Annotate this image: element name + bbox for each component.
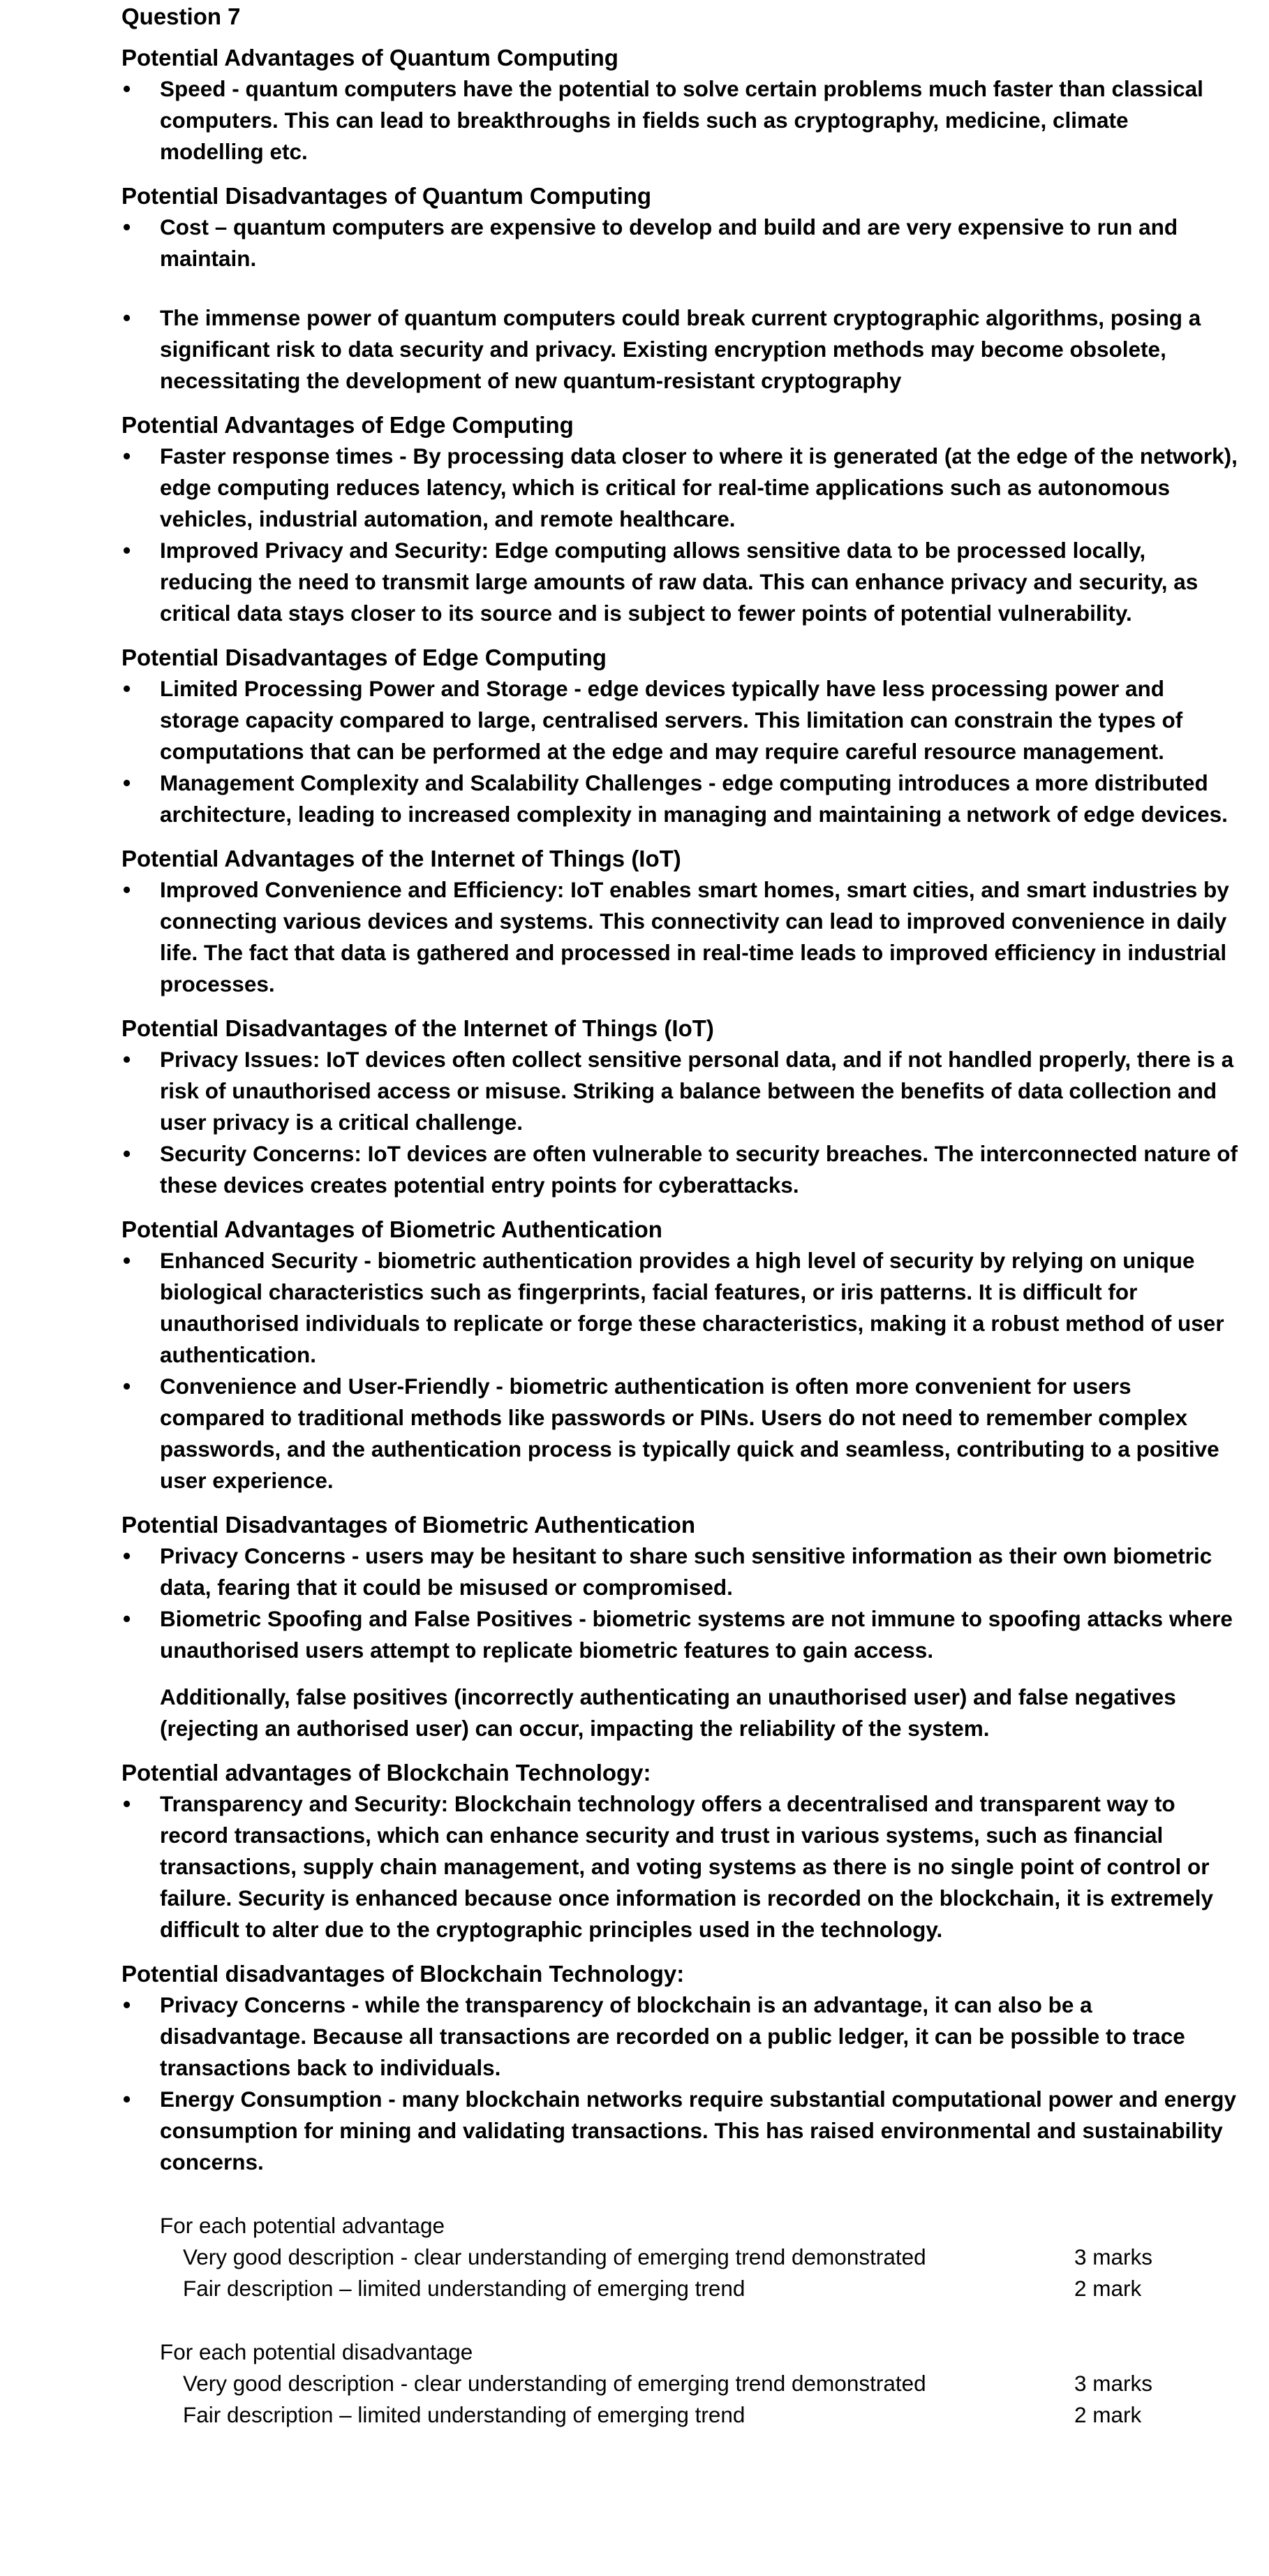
bullet-icon: • <box>123 214 131 240</box>
section-iot-disadvantages <box>121 1013 1238 1201</box>
bullet-list <box>121 1245 1238 1496</box>
section-heading: Potential Advantages of Edge Computing <box>121 412 574 438</box>
marking-group-title: For each potential advantage <box>160 2213 445 2238</box>
marking-value: 3 marks <box>1074 2371 1153 2396</box>
marking-value: 2 mark <box>1074 2402 1142 2427</box>
section-quantum-disadvantages <box>121 180 1238 397</box>
section-blockchain-disadvantages <box>121 1958 1238 2178</box>
bullet-icon: • <box>123 1047 131 1072</box>
section-biometric-advantages <box>121 1214 1238 1496</box>
bullet-text: Privacy Concerns - users may be hesitant to share such sensitive information as their own biometric data, fearing that it could be misused or compromised. <box>160 1543 1212 1600</box>
bullet-text: Security Concerns: IoT devices are often vulnerable to security breaches. The interconnected nature of these devices creates potential entry points for cyberattacks. <box>160 1141 1238 1198</box>
marking-group-title: For each potential disadvantage <box>160 2339 473 2364</box>
bullet-icon: • <box>123 676 131 701</box>
bullet-text: Speed - quantum computers have the potential to solve certain problems much faster than classical computers. This can lead to breakthroughs in fields such as cryptography, medicine, climate modelling etc. <box>160 76 1203 164</box>
bullet-item <box>121 73 1238 168</box>
marking-row <box>160 2368 1238 2399</box>
bullet-item <box>121 1603 1238 1666</box>
bullet-icon: • <box>123 1141 131 1166</box>
bullet-icon: • <box>123 1606 131 1631</box>
bullet-icon: • <box>123 305 131 330</box>
bullet-text: Transparency and Security: Blockchain technology offers a decentralised and transparent way to record transactions, which can enhance security and trust in various systems, such as financial transactions, supply chain management, and voting systems as there is no single point of control or failure. Security is enhanced because once information is recorded on the blockchain, it is extremely difficult to alter due to the cryptographic principles used in the technology. <box>160 1791 1213 1942</box>
bullet-item <box>121 535 1238 629</box>
section-heading: Potential Advantages of Quantum Computing <box>121 45 618 71</box>
bullet-icon: • <box>123 1791 131 1816</box>
additional-paragraph: Additionally, false positives (incorrectly authenticating an unauthorised user) and false negatives (rejecting an authorised user) can occur, impacting the reliability of the system. <box>160 1684 1176 1741</box>
section-heading: Potential Disadvantages of the Internet of Things (IoT) <box>121 1015 714 1041</box>
bullet-item <box>121 1245 1238 1371</box>
section-blockchain-advantages <box>121 1757 1238 1945</box>
bullet-list <box>121 673 1238 830</box>
bullet-text: The immense power of quantum computers could break current cryptographic algorithms, posing a significant risk to data security and privacy. Existing encryption methods may become obsolete, necessitating the development of new quantum-resistant cryptography <box>160 305 1201 393</box>
marking-description: Very good description - clear understanding of emerging trend demonstrated <box>183 2244 926 2269</box>
bullet-list <box>121 1989 1238 2178</box>
document <box>121 0 1238 2463</box>
section-biometric-disadvantages <box>121 1509 1238 1744</box>
bullet-item <box>121 1044 1238 1138</box>
section-heading: Potential Disadvantages of Quantum Computing <box>121 183 652 209</box>
bullet-item <box>121 212 1238 274</box>
bullet-icon: • <box>123 2086 131 2112</box>
bullet-text: Privacy Concerns - while the transparency of blockchain is an advantage, it can also be a disadvantage. Because all transactions are recorded on a public ledger, it can be possible to trace transactions back to individuals. <box>160 1992 1185 2080</box>
bullet-list <box>121 441 1238 629</box>
bullet-text: Energy Consumption - many blockchain networks require substantial computational power and energy consumption for mining and validating transactions. This has raised environmental and sustainability concerns. <box>160 2086 1237 2174</box>
bullet-list <box>121 73 1238 168</box>
marking-row <box>160 2399 1238 2431</box>
bullet-item <box>121 1788 1238 1945</box>
bullet-icon: • <box>123 770 131 795</box>
bullet-list <box>121 1788 1238 1945</box>
bullet-text: Faster response times - By processing data closer to where it is generated (at the edge of the network), edge computing reduces latency, which is critical for real-time applications such as autonomous vehicles, industrial automation, and remote healthcare. <box>160 443 1238 531</box>
section-heading: Potential disadvantages of Blockchain Technology: <box>121 1961 685 1987</box>
bullet-list <box>121 212 1238 397</box>
bullet-text: Improved Privacy and Security: Edge computing allows sensitive data to be processed locally, reducing the need to transmit large amounts of raw data. This can enhance privacy and security, as critical data stays closer to its source and is subject to fewer points of potential vulnerability. <box>160 538 1198 626</box>
marking-value: 2 mark <box>1074 2276 1142 2301</box>
marking-row <box>160 2242 1238 2273</box>
bullet-text: Management Complexity and Scalability Challenges - edge computing introduces a more distributed architecture, leading to increased complexity in managing and maintaining a network of edge devices. <box>160 770 1228 827</box>
bullet-text: Convenience and User-Friendly - biometric authentication is often more convenient for users compared to traditional methods like passwords or PINs. Users do not need to remember complex passwords, and the authentication process is typically quick and seamless, contributing to a positive user experience. <box>160 1374 1219 1493</box>
bullet-item <box>121 1371 1238 1496</box>
bullet-icon: • <box>123 877 131 902</box>
marking-group-advantage <box>160 2210 1238 2304</box>
bullet-icon: • <box>123 1248 131 1273</box>
bullet-item <box>121 767 1238 830</box>
section-heading: Potential Disadvantages of Biometric Authentication <box>121 1512 696 1538</box>
marking-value: 3 marks <box>1074 2244 1153 2269</box>
bullet-list <box>121 1540 1238 1666</box>
section-quantum-advantages <box>121 42 1238 168</box>
bullet-item <box>121 302 1238 397</box>
question-title: Question 7 <box>121 3 241 29</box>
section-heading: Potential advantages of Blockchain Technology: <box>121 1760 651 1786</box>
section-iot-advantages <box>121 843 1238 1000</box>
bullet-item <box>121 1540 1238 1603</box>
bullet-item <box>121 1989 1238 2084</box>
bullet-text: Privacy Issues: IoT devices often collect sensitive personal data, and if not handled properly, there is a risk of unauthorised access or misuse. Striking a balance between the benefits of data collection and user privacy is a critical challenge. <box>160 1047 1234 1135</box>
bullet-item <box>121 441 1238 535</box>
bullet-item <box>121 874 1238 1000</box>
section-edge-advantages <box>121 409 1238 629</box>
marking-description: Fair description – limited understanding of emerging trend <box>183 2276 745 2301</box>
bullet-text: Improved Convenience and Efficiency: IoT enables smart homes, smart cities, and smart industries by connecting various devices and systems. This connectivity can lead to improved convenience in daily life. The fact that data is gathered and processed in real-time leads to improved efficiency in industrial processes. <box>160 877 1229 996</box>
section-heading: Potential Advantages of Biometric Authentication <box>121 1216 662 1242</box>
bullet-icon: • <box>123 538 131 563</box>
marking-description: Fair description – limited understanding of emerging trend <box>183 2402 745 2427</box>
bullet-icon: • <box>123 76 131 101</box>
bullet-icon: • <box>123 443 131 469</box>
marking-group-disadvantage <box>160 2336 1238 2431</box>
bullet-list <box>121 874 1238 1000</box>
bullet-text: Enhanced Security - biometric authentication provides a high level of security by relying on unique biological characteristics such as fingerprints, facial features, or iris patterns. It is difficult for unauthorised individuals to replicate or forge these characteristics, making it a robust method of user authentication. <box>160 1248 1224 1367</box>
section-heading: Potential Advantages of the Internet of Things (IoT) <box>121 846 681 871</box>
marking-scheme <box>121 2210 1238 2431</box>
bullet-icon: • <box>123 1543 131 1568</box>
bullet-text: Limited Processing Power and Storage - edge devices typically have less processing power and storage capacity compared to large, centralised servers. This limitation can constrain the types of computations that can be performed at the edge and may require careful resource management. <box>160 676 1183 764</box>
bullet-item <box>121 2084 1238 2178</box>
section-edge-disadvantages <box>121 642 1238 830</box>
bullet-item <box>121 1138 1238 1201</box>
bullet-icon: • <box>123 1374 131 1399</box>
section-heading: Potential Disadvantages of Edge Computing <box>121 645 607 670</box>
bullet-text: Biometric Spoofing and False Positives - biometric systems are not immune to spoofing attacks where unauthorised users attempt to replicate biometric features to gain access. <box>160 1606 1233 1663</box>
marking-description: Very good description - clear understanding of emerging trend demonstrated <box>183 2371 926 2396</box>
bullet-icon: • <box>123 1992 131 2017</box>
bullet-item <box>121 673 1238 767</box>
bullet-list <box>121 1044 1238 1201</box>
bullet-text: Cost – quantum computers are expensive to develop and build and are very expensive to run and maintain. <box>160 214 1178 271</box>
marking-row <box>160 2273 1238 2304</box>
